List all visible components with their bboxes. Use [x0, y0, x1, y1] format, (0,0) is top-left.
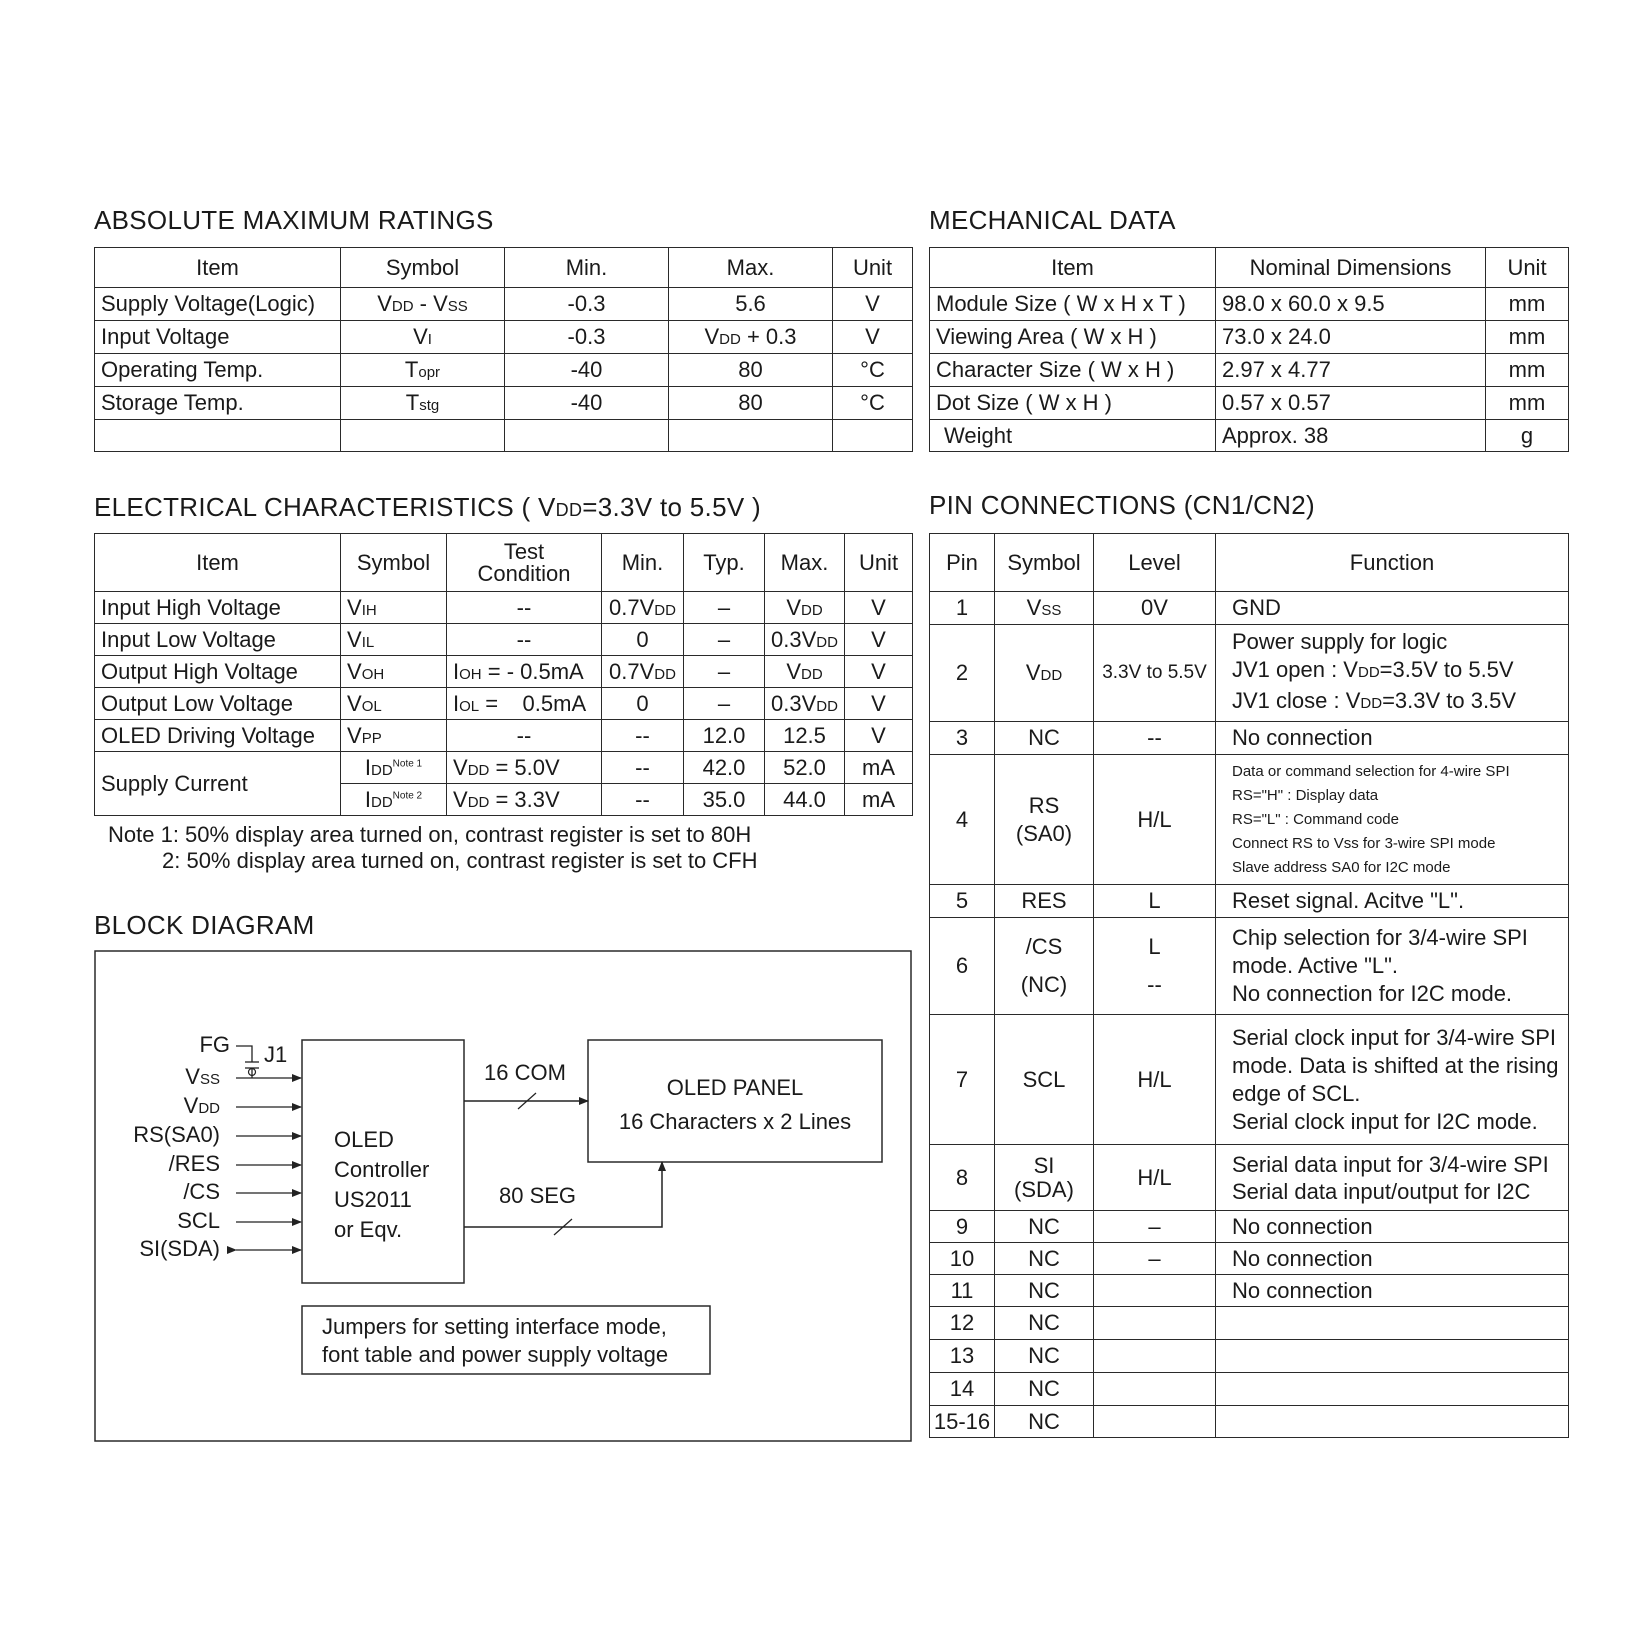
cell-dimension: 98.0 x 60.0 x 9.5: [1216, 288, 1486, 321]
fg-label: FG: [199, 1032, 230, 1057]
cell-unit: V: [845, 720, 913, 752]
table-row: [930, 885, 1569, 918]
cell-symbol: SI (SDA): [995, 1145, 1094, 1211]
cell-item: Operating Temp.: [95, 354, 341, 387]
block-diagram: [94, 950, 912, 1442]
cell-test: --: [447, 592, 602, 624]
cs-label: /CS: [183, 1179, 220, 1204]
table-row: [95, 288, 913, 321]
cell-min: 0.7VDD: [602, 656, 684, 688]
controller-label-2: Controller: [334, 1157, 430, 1182]
table-row: [930, 1015, 1569, 1145]
cell-item: Storage Temp.: [95, 387, 341, 420]
cell-dimension: Approx. 38: [1216, 420, 1486, 452]
cell-max: 80: [669, 354, 833, 387]
cell-function: No connection: [1216, 722, 1569, 755]
table-row: [930, 1145, 1569, 1211]
cell-symbol: NC: [995, 1307, 1094, 1340]
cell-item: Dot Size ( W x H ): [930, 387, 1216, 420]
cell-symbol: VIL: [341, 624, 447, 656]
cell-dimension: 73.0 x 24.0: [1216, 321, 1486, 354]
table-row: [930, 1340, 1569, 1373]
cell-pin: 11: [930, 1275, 995, 1307]
table-row: [95, 656, 913, 688]
abs-max-title: ABSOLUTE MAXIMUM RATINGS: [94, 205, 494, 235]
col-header: Pin: [930, 534, 995, 592]
cell-unit: V: [833, 288, 913, 321]
cell-pin: 6: [930, 918, 995, 1015]
table-row: [95, 321, 913, 354]
cell-symbol: NC: [995, 722, 1094, 755]
res-label: /RES: [168, 1151, 220, 1176]
col-header: Unit: [1486, 248, 1569, 288]
cell-function: Serial clock input for 3/4-wire SPI mode. Data is shifted at the rising edge of SCL. Serial clock input for I2C mode.: [1216, 1015, 1569, 1145]
cell-symbol: Topr: [341, 354, 505, 387]
col-header: Max.: [765, 534, 845, 592]
cell-symbol: NC: [995, 1275, 1094, 1307]
cell-min: -40: [505, 387, 669, 420]
cell-min: -0.3: [505, 321, 669, 354]
mech-title: MECHANICAL DATA: [929, 205, 1176, 235]
controller-label-3: US2011: [334, 1187, 412, 1212]
col-header: Test Condition: [447, 534, 602, 592]
cell-min: -0.3: [505, 288, 669, 321]
cell-item: Output High Voltage: [95, 656, 341, 688]
si-label: SI(SDA): [139, 1236, 220, 1261]
jumper-note-2: font table and power supply voltage: [322, 1342, 669, 1367]
cell-unit: mA: [845, 784, 913, 816]
cell-min: --: [602, 752, 684, 784]
table-row: [930, 918, 1569, 1015]
cell-level: –: [1094, 1243, 1216, 1275]
mech-table: [929, 247, 1569, 452]
table-row: [95, 624, 913, 656]
cell-pin: 2: [930, 625, 995, 722]
cell-item: Supply Current: [95, 752, 341, 816]
cell-min: 0: [602, 624, 684, 656]
cell-function: Chip selection for 3/4-wire SPI mode. Active "L". No connection for I2C mode.: [1216, 918, 1569, 1015]
cell-test: VDD = 3.3V: [447, 784, 602, 816]
cell-function: No connection: [1216, 1243, 1569, 1275]
cell-dimension: 2.97 x 4.77: [1216, 354, 1486, 387]
table-row: [930, 755, 1569, 885]
cell-typ: –: [684, 656, 765, 688]
cell-symbol: NC: [995, 1373, 1094, 1406]
cell-pin: 10: [930, 1243, 995, 1275]
cell-symbol: VI: [341, 321, 505, 354]
cell-function: GND: [1216, 592, 1569, 625]
cell-pin: 14: [930, 1373, 995, 1406]
cell-unit: °C: [833, 387, 913, 420]
vss-label: VSS: [185, 1064, 220, 1089]
table-row: [95, 387, 913, 420]
table-row: [930, 625, 1569, 722]
block-title: BLOCK DIAGRAM: [94, 910, 315, 940]
cell-typ: –: [684, 592, 765, 624]
cell-function: No connection: [1216, 1275, 1569, 1307]
cell-symbol: SCL: [995, 1015, 1094, 1145]
cell-max: 0.3VDD: [765, 688, 845, 720]
cell-max: 44.0: [765, 784, 845, 816]
cell-pin: 9: [930, 1211, 995, 1243]
cell-pin: 1: [930, 592, 995, 625]
table-row: [930, 1373, 1569, 1406]
cell-function: Reset signal. Acitve "L".: [1216, 885, 1569, 918]
cell-level: H/L: [1094, 1145, 1216, 1211]
fg-line: [236, 1046, 252, 1062]
cell-unit: V: [845, 592, 913, 624]
cell-symbol: $IDD^{Note 2}$: [341, 784, 447, 816]
cell-min: 0.7VDD: [602, 592, 684, 624]
cell-max: VDD: [765, 592, 845, 624]
cell-max: VDD: [765, 656, 845, 688]
table-row: [95, 752, 913, 784]
cell-typ: –: [684, 624, 765, 656]
cell-unit: g: [1486, 420, 1569, 452]
note-2: 2: 50% display area turned on, contrast register is set to CFH: [162, 848, 758, 873]
panel-label-1: OLED PANEL: [666, 1075, 804, 1100]
col-header: Max.: [669, 248, 833, 288]
cell-pin: 5: [930, 885, 995, 918]
cell-symbol: NC: [995, 1340, 1094, 1373]
cell-pin: 15-16: [930, 1406, 995, 1438]
pins-table: [929, 533, 1569, 1438]
cell-unit: mm: [1486, 288, 1569, 321]
cell-pin: 3: [930, 722, 995, 755]
cell-test: IOH = - 0.5mA: [447, 656, 602, 688]
cell-max: 12.5: [765, 720, 845, 752]
rs-label: RS(SA0): [133, 1122, 220, 1147]
cell-function: Serial data input for 3/4-wire SPI Serial data input/output for I2C: [1216, 1145, 1569, 1211]
cell-item: Supply Voltage(Logic): [95, 288, 341, 321]
cell-pin: 4: [930, 755, 995, 885]
cell-level: 3.3V to 5.5V: [1094, 625, 1216, 722]
col-header: Item: [95, 248, 341, 288]
table-row: [95, 688, 913, 720]
cell-level: [1094, 1275, 1216, 1307]
col-header: Function: [1216, 534, 1569, 592]
table-row: [95, 354, 913, 387]
cell-level: L: [1094, 885, 1216, 918]
table-header-row: [930, 248, 1569, 288]
note-1: Note 1: 50% display area turned on, contrast register is set to 80H: [108, 822, 752, 847]
table-row: [930, 420, 1569, 452]
cell-symbol: Tstg: [341, 387, 505, 420]
col-header: Min.: [602, 534, 684, 592]
table-row: [95, 592, 913, 624]
table-row: [930, 1243, 1569, 1275]
col-header: Level: [1094, 534, 1216, 592]
cell-symbol: RES: [995, 885, 1094, 918]
cell-level: H/L: [1094, 755, 1216, 885]
cell-unit: °C: [833, 354, 913, 387]
cell-symbol: /CS (NC): [995, 918, 1094, 1015]
com-label: 16 COM: [484, 1060, 566, 1085]
table-row: [930, 592, 1569, 625]
cell-unit: mA: [845, 752, 913, 784]
scl-label: SCL: [177, 1208, 220, 1233]
cell-max: 80: [669, 387, 833, 420]
cell-item: Weight: [930, 420, 1216, 452]
cell-pin: 7: [930, 1015, 995, 1145]
cell-pin: 12: [930, 1307, 995, 1340]
cell-item: Module Size ( W x H x T ): [930, 288, 1216, 321]
pins-title: PIN CONNECTIONS (CN1/CN2): [929, 490, 1315, 520]
cell-unit: mm: [1486, 354, 1569, 387]
col-header: Symbol: [341, 534, 447, 592]
elec-title: ELECTRICAL CHARACTERISTICS ( VDD=3.3V to 5.5V ): [94, 492, 761, 522]
cell-unit: V: [845, 624, 913, 656]
abs-max-table: [94, 247, 913, 452]
cell-symbol: VPP: [341, 720, 447, 752]
table-row: [930, 387, 1569, 420]
cell-item: Input Low Voltage: [95, 624, 341, 656]
vdd-label: VDD: [183, 1093, 220, 1118]
cell-symbol: VOH: [341, 656, 447, 688]
cell-min: 0: [602, 688, 684, 720]
cell-test: VDD = 5.0V: [447, 752, 602, 784]
elec-table: [94, 533, 913, 816]
cell-symbol: RS (SA0): [995, 755, 1094, 885]
cell-pin: 8: [930, 1145, 995, 1211]
col-header: Item: [95, 534, 341, 592]
cell-pin: 13: [930, 1340, 995, 1373]
cell-typ: 42.0: [684, 752, 765, 784]
cell-symbol: NC: [995, 1211, 1094, 1243]
cell-function: Power supply for logic JV1 open : VDD=3.5V to 5.5V JV1 close : VDD=3.3V to 3.5V: [1216, 625, 1569, 722]
col-header: Symbol: [341, 248, 505, 288]
table-row: [930, 722, 1569, 755]
cell-symbol: VIH: [341, 592, 447, 624]
cell-min: -40: [505, 354, 669, 387]
cell-function: No connection: [1216, 1211, 1569, 1243]
col-header: Typ.: [684, 534, 765, 592]
cell-test: --: [447, 720, 602, 752]
cell-level: 0V: [1094, 592, 1216, 625]
oled-panel-box: [588, 1040, 882, 1162]
panel-label-2: 16 Characters x 2 Lines: [618, 1109, 852, 1134]
table-header-row: [95, 248, 913, 288]
cell-min: --: [602, 720, 684, 752]
cell-test: IOL = 0.5mA: [447, 688, 602, 720]
cell-symbol: VDD - VSS: [341, 288, 505, 321]
table-row: [930, 288, 1569, 321]
cell-symbol: $IDD^{Note 1}$: [341, 752, 447, 784]
controller-label-4: or Eqv.: [334, 1217, 403, 1242]
cell-unit: mm: [1486, 387, 1569, 420]
col-header: Unit: [833, 248, 913, 288]
col-header: Min.: [505, 248, 669, 288]
col-header: Unit: [845, 534, 913, 592]
cell-max: 52.0: [765, 752, 845, 784]
cell-symbol: VSS: [995, 592, 1094, 625]
cell-min: --: [602, 784, 684, 816]
cell-typ: 35.0: [684, 784, 765, 816]
cell-level: –: [1094, 1211, 1216, 1243]
controller-label-1: OLED: [334, 1127, 394, 1152]
cell-dimension: 0.57 x 0.57: [1216, 387, 1486, 420]
cell-symbol: NC: [995, 1406, 1094, 1438]
cell-typ: 12.0: [684, 720, 765, 752]
table-row: [95, 720, 913, 752]
table-header-row: [95, 534, 913, 592]
j1-label: J1: [264, 1042, 288, 1067]
seg-label: 80 SEG: [499, 1183, 577, 1208]
table-row: [930, 1275, 1569, 1307]
table-row: [930, 1406, 1569, 1438]
table-row-empty: [95, 420, 913, 452]
cell-max: VDD + 0.3: [669, 321, 833, 354]
table-row: [930, 1307, 1569, 1340]
col-header: Item: [930, 248, 1216, 288]
cell-unit: V: [845, 688, 913, 720]
col-header: Nominal Dimensions: [1216, 248, 1486, 288]
cell-item: Input Voltage: [95, 321, 341, 354]
cell-max: 0.3VDD: [765, 624, 845, 656]
cell-symbol: NC: [995, 1243, 1094, 1275]
cell-item: Input High Voltage: [95, 592, 341, 624]
cell-item: Output Low Voltage: [95, 688, 341, 720]
cell-symbol: VDD: [995, 625, 1094, 722]
cell-max: 5.6: [669, 288, 833, 321]
cell-item: Character Size ( W x H ): [930, 354, 1216, 387]
cell-level: --: [1094, 722, 1216, 755]
cell-item: Viewing Area ( W x H ): [930, 321, 1216, 354]
cell-level: L --: [1094, 918, 1216, 1015]
cell-function: Data or command selection for 4-wire SPI RS="H" : Display data RS="L" : Command code Connect RS to Vss for 3-wire SPI mode Slave address SA0 for I2C mode: [1216, 755, 1569, 885]
cell-symbol: VOL: [341, 688, 447, 720]
col-header: Symbol: [995, 534, 1094, 592]
cell-unit: mm: [1486, 321, 1569, 354]
table-row: [930, 321, 1569, 354]
table-row: [930, 354, 1569, 387]
table-header-row: [930, 534, 1569, 592]
cell-typ: –: [684, 688, 765, 720]
cell-unit: V: [845, 656, 913, 688]
cell-level: H/L: [1094, 1015, 1216, 1145]
jumper-note-1: Jumpers for setting interface mode,: [322, 1314, 667, 1339]
elec-notes: [108, 822, 758, 874]
cell-item: OLED Driving Voltage: [95, 720, 341, 752]
cell-test: --: [447, 624, 602, 656]
cell-unit: V: [833, 321, 913, 354]
table-row: [930, 1211, 1569, 1243]
